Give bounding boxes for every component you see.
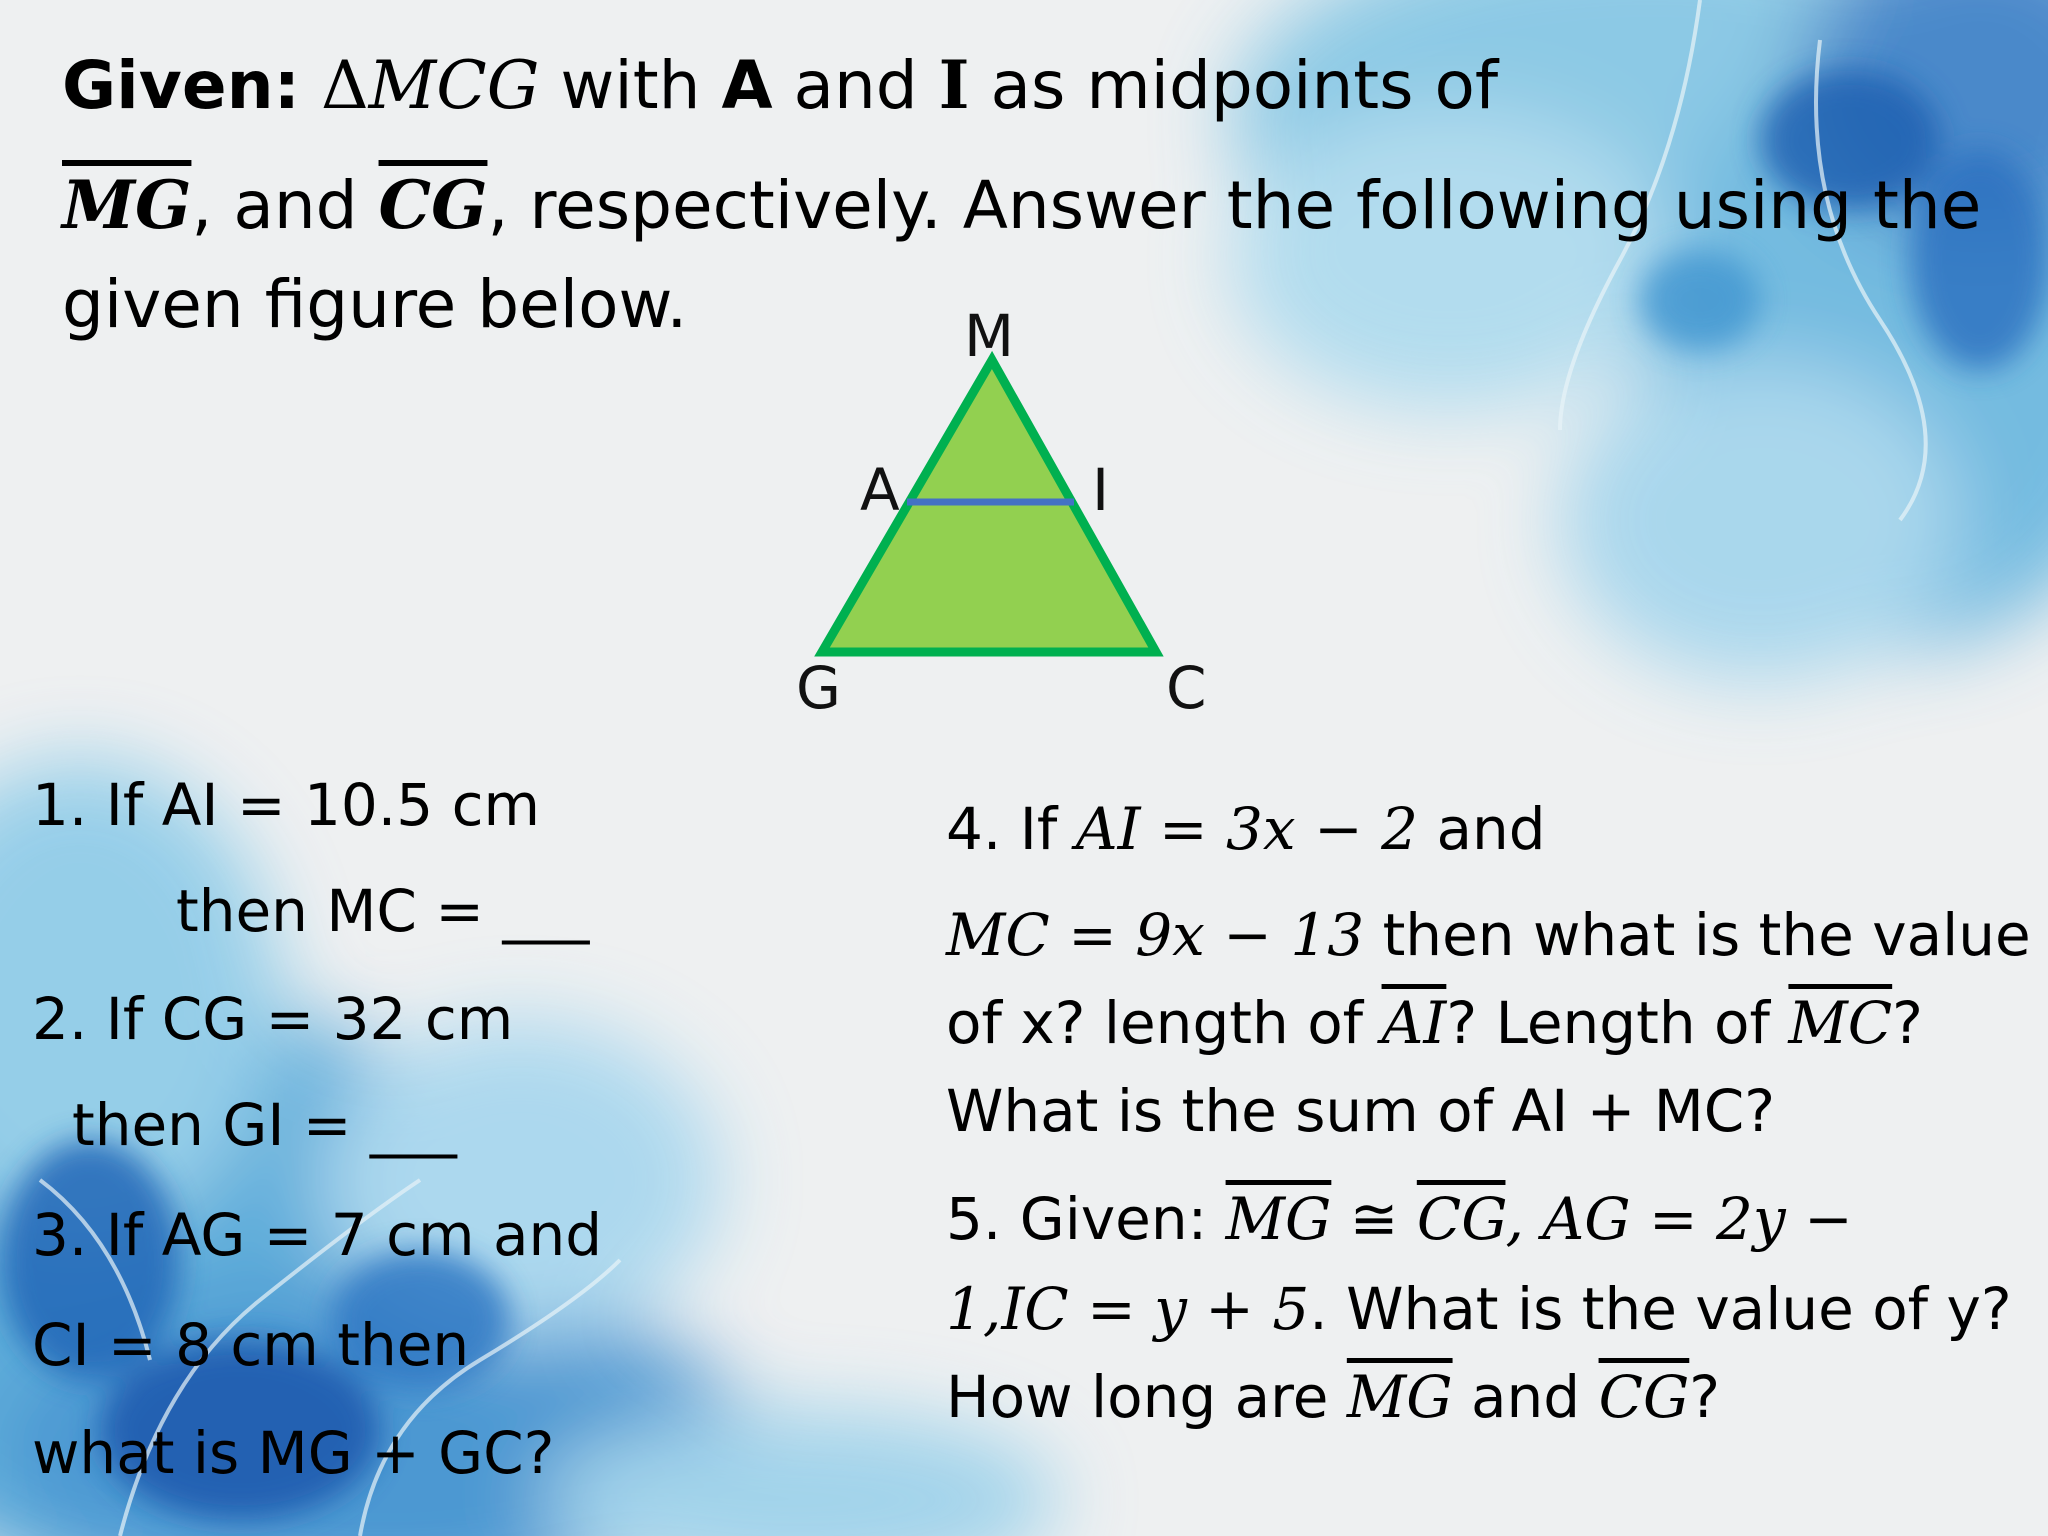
q4-and-text: and [1436,795,1546,863]
q3-line-2: CI = 8 cm then [32,1311,470,1379]
q4-length-of: ? Length of [1446,989,1770,1057]
q5-rest-line-2: . What is the value of y? [1309,1275,2012,1343]
congruent-symbol: ≅ [1349,1185,1399,1253]
q1-line-1: 1. If AI = 10.5 cm [32,771,540,839]
q4-of-x: of x? length of [946,989,1364,1057]
q4-line-4: What is the sum of AI + MC? [946,1077,1776,1145]
q3-line-1: 3. If AG = 7 cm and [32,1201,603,1269]
header-line-1 [62,46,1499,124]
q5-and-text: and [1471,1363,1581,1431]
midpoints-text: as midpoints of [990,47,1499,124]
q4-question-mark: ? [1892,989,1923,1057]
q2-line-2: then GI = ___ [72,1091,457,1159]
q5-prefix: 5. Given: [946,1185,1208,1253]
q4-expr-ai: AI = 3x − 2 [1075,795,1419,863]
q4-line-1 [946,795,1546,863]
triangle-name: MCG [368,47,540,124]
q4-segment-ai: $\overline{AI}$ [1381,989,1447,1057]
q5-question-mark: ? [1689,1363,1721,1431]
q5-line-2 [946,1275,2012,1343]
vertex-label-g: G [796,654,841,720]
q5-segment-cg-2: $\overline{CG}$ [1598,1363,1690,1431]
q5-how-long: How long are [946,1363,1329,1431]
with-text: with [560,47,701,124]
point-i-label: I [938,46,970,124]
given-label: Given: [62,47,300,124]
vertex-label-m: M [964,302,1015,370]
q5-line-3 [946,1363,1721,1431]
segment-cg: $\overline{CG}$ [378,166,488,244]
q1-line-2: then MC = ___ [176,877,590,945]
q4-segment-mc: $\overline{MC}$ [1788,989,1893,1057]
q4-line-2 [946,901,2031,969]
and-text: and [793,47,918,124]
q5-segment-mg: $\overline{MG}$ [1225,1185,1332,1253]
comma-and-text: , and [191,167,358,244]
given-figure-text: given figure below. [62,266,688,343]
header-line-2 [62,166,1982,244]
segment-mg: $\overline{MG}$ [62,166,192,244]
q2-line-1: 2. If CG = 32 cm [32,985,514,1053]
triangle-figure [760,300,1240,720]
vertex-label-i: I [1092,456,1110,524]
vertex-label-a: A [860,456,900,524]
q5-segment-mg-2: $\overline{MG}$ [1346,1363,1453,1431]
respectively-text: , respectively. Answer the following using the [487,167,1982,244]
q4-expr-mc: MC = 9x − 13 [946,901,1365,969]
point-a-label: A [721,47,773,124]
q3-line-3: what is MG + GC? [32,1419,555,1487]
q5-expr-ic: 1,IC = y + 5 [946,1275,1310,1343]
q4-rest-line-2: then what is the value [1382,901,2031,969]
q5-segment-cg: $\overline{CG}$ [1416,1185,1506,1253]
triangle-symbol: Δ [320,47,369,124]
q4-line-3 [946,989,1923,1057]
q4-prefix: 4. If [946,795,1058,863]
header-line-3 [62,266,688,343]
q5-line-1 [946,1185,1853,1253]
vertex-label-c: C [1166,654,1207,720]
q5-expr-ag: , AG = 2y − [1505,1185,1853,1253]
